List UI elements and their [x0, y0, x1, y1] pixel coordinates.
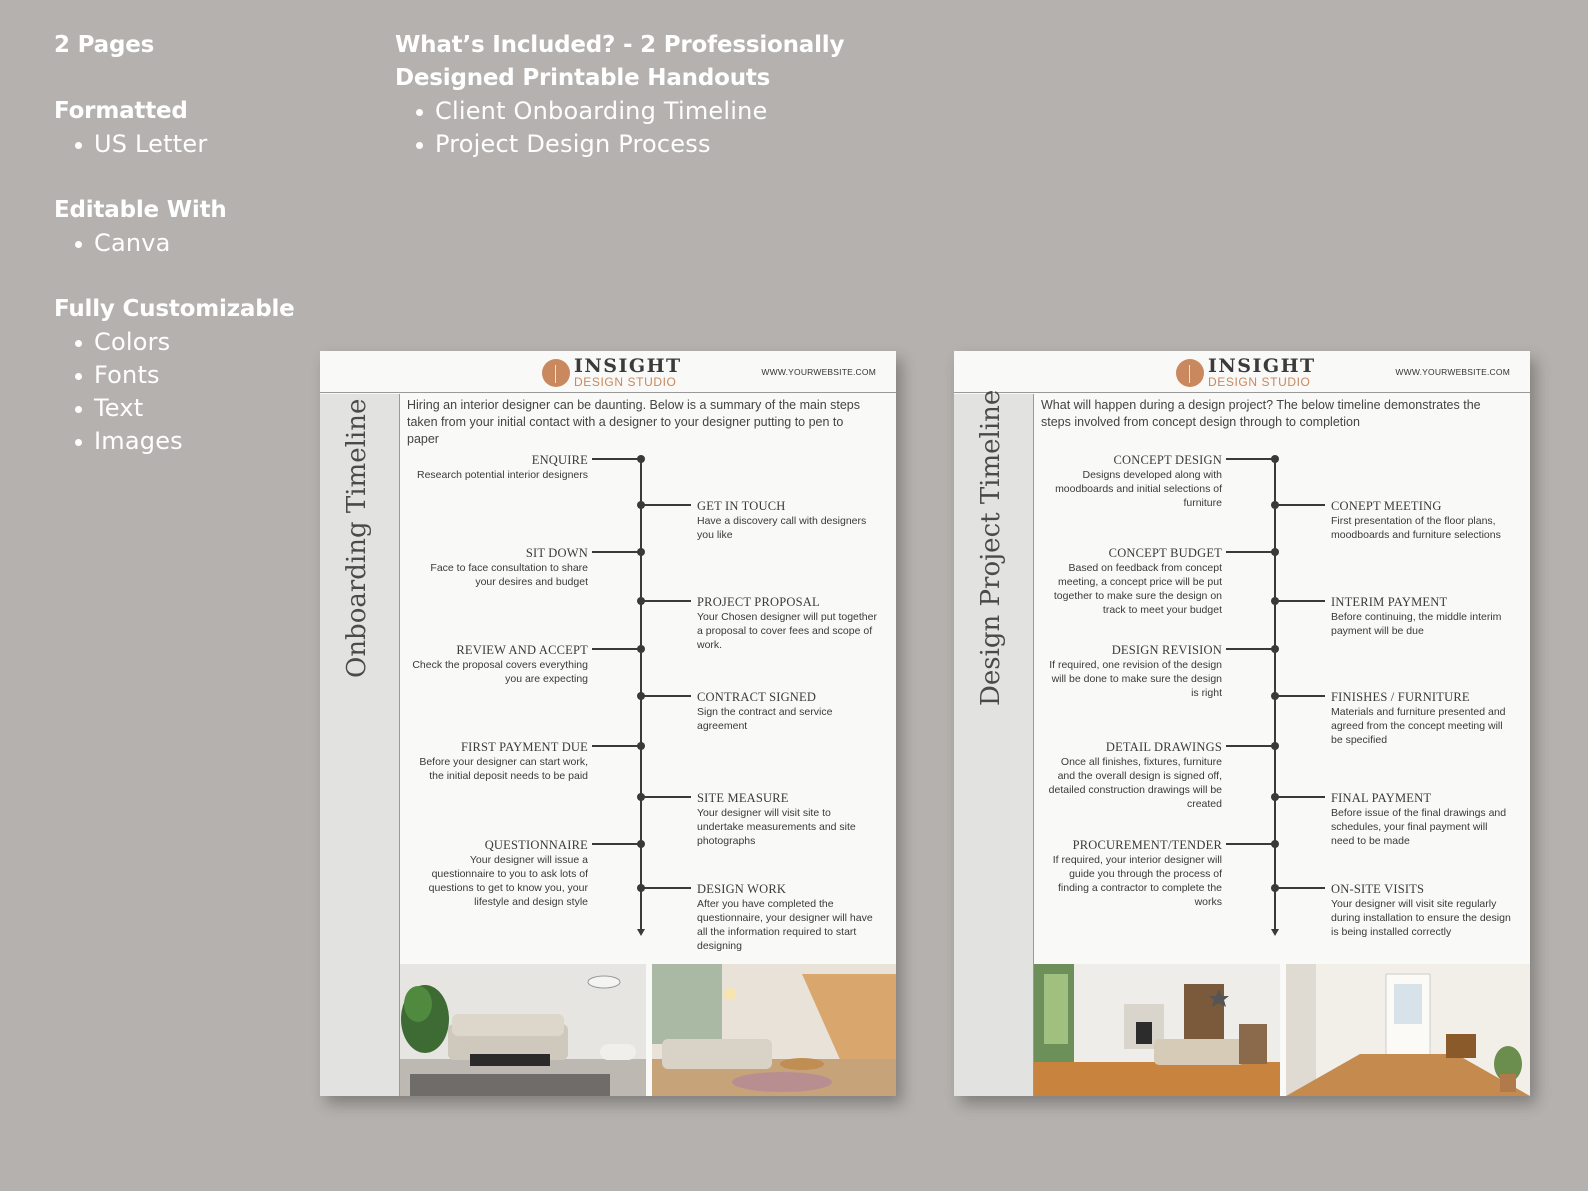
timeline-step — [1331, 790, 1511, 848]
step-description: Your designer will issue a questionnaire to you to ask lots of questions to get to know you, your lifestyle and design style — [428, 854, 588, 908]
included-list — [395, 95, 915, 161]
step-description: After you have completed the questionnaire, your designer will have all the information required to start designing — [697, 898, 873, 952]
step-description: Before continuing, the middle interim payment will be due — [1331, 611, 1502, 637]
intro-text: Hiring an interior designer can be daunting. Below is a summary of the main steps taken from your initial contact with a designer to your designer putting to pen to paper — [407, 398, 861, 446]
step-description: Before issue of the final drawings and schedules, your final payment will need to be made — [1331, 807, 1507, 847]
logo-mark-icon — [542, 359, 570, 387]
customizable-heading: Fully Customizable — [54, 296, 295, 322]
timeline-connector — [592, 458, 641, 460]
timeline-step — [697, 594, 877, 652]
timeline-connector — [1275, 504, 1325, 506]
timeline-step — [697, 689, 877, 733]
timeline-step — [408, 452, 588, 482]
step-title: PROCUREMENT/TENDER — [1072, 838, 1222, 852]
timeline-step — [408, 642, 588, 686]
timeline-connector — [1275, 887, 1325, 889]
timeline-step — [697, 790, 877, 848]
step-description: If required, one revision of the design will be done to make sure the design is right — [1049, 659, 1222, 699]
handout-onboarding — [320, 351, 896, 1096]
step-title: CONEPT MEETING — [1331, 499, 1442, 513]
step-title: ON-SITE VISITS — [1331, 882, 1425, 896]
timeline-step — [408, 739, 588, 783]
step-description: Based on feedback from concept meeting, a concept price will be put together to make sure the design on track to meet your budget — [1053, 562, 1222, 616]
side-title: Design Project Timeline — [976, 389, 1006, 706]
timeline-arrow-icon — [1271, 929, 1279, 936]
list-item: Colors — [54, 326, 354, 359]
step-description: Your designer will visit site regularly during installation to ensure the design is being installed correctly — [1331, 898, 1511, 938]
timeline-step — [408, 837, 588, 909]
step-title: SIT DOWN — [525, 546, 588, 560]
step-title: FINISHES / FURNITURE — [1331, 690, 1470, 704]
timeline-step — [1042, 545, 1222, 617]
included-heading-line2: Designed Printable Handouts — [395, 65, 771, 91]
timeline-connector — [1275, 600, 1325, 602]
timeline-connector — [1226, 458, 1275, 460]
timeline-step — [1331, 881, 1511, 939]
step-title: CONCEPT BUDGET — [1108, 546, 1222, 560]
step-description: Your Chosen designer will put together a proposal to cover fees and scope of work. — [697, 611, 877, 651]
formatted-heading: Formatted — [54, 98, 188, 124]
included-column — [395, 29, 915, 194]
side-band — [320, 394, 400, 1096]
timeline-connector — [641, 504, 691, 506]
step-title: FINAL PAYMENT — [1331, 791, 1432, 805]
step-title: ENQUIRE — [531, 453, 588, 467]
list-item: Project Design Process — [395, 128, 915, 161]
step-title: PROJECT PROPOSAL — [697, 595, 820, 609]
logo-mark-icon — [1176, 359, 1204, 387]
timeline-connector — [641, 695, 691, 697]
step-title: CONCEPT DESIGN — [1113, 453, 1222, 467]
timeline-connector — [1275, 796, 1325, 798]
list-item: Images — [54, 425, 354, 458]
side-title: Onboarding Timeline — [342, 398, 372, 678]
timeline-connector — [1275, 695, 1325, 697]
timeline-step — [1331, 689, 1511, 747]
step-description: First presentation of the floor plans, moodboards and furniture selections — [1331, 515, 1501, 541]
timeline-connector — [1226, 648, 1275, 650]
step-description: Have a discovery call with designers you like — [697, 515, 867, 541]
timeline-step — [1042, 739, 1222, 811]
timeline-step — [1331, 594, 1511, 638]
website-url: WWW.YOURWEBSITE.COM — [761, 367, 876, 377]
step-title: DESIGN REVISION — [1111, 643, 1222, 657]
logo-name: INSIGHT — [1208, 355, 1316, 377]
step-title: REVIEW AND ACCEPT — [456, 643, 588, 657]
step-description: Designs developed along with moodboards and initial selections of furniture — [1055, 469, 1222, 509]
timeline-connector — [1226, 551, 1275, 553]
side-band — [954, 389, 1034, 1096]
timeline-step — [408, 545, 588, 589]
step-title: SITE MEASURE — [697, 791, 789, 805]
fireplace-living-photo — [1034, 964, 1280, 1096]
step-description: Check the proposal covers everything you are expecting — [412, 659, 588, 685]
formatted-list — [54, 128, 354, 161]
list-item: Fonts — [54, 359, 354, 392]
step-title: DETAIL DRAWINGS — [1105, 740, 1222, 754]
timeline-connector — [641, 796, 691, 798]
timeline-connector — [641, 600, 691, 602]
step-description: Materials and furniture presented and agreed from the concept meeting will be specified — [1331, 706, 1506, 746]
step-title: FIRST PAYMENT DUE — [460, 740, 588, 754]
timeline-step — [1042, 452, 1222, 510]
timeline-connector — [1226, 843, 1275, 845]
website-url: WWW.YOURWEBSITE.COM — [1395, 367, 1510, 377]
handout-design-project — [954, 351, 1530, 1096]
timeline-connector — [592, 648, 641, 650]
step-description: Your designer will visit site to undertake measurements and site photographs — [697, 807, 856, 847]
step-description: Face to face consultation to share your desires and budget — [430, 562, 588, 588]
specs-column — [54, 29, 354, 491]
timeline-connector — [592, 551, 641, 553]
logo-subtitle: DESIGN STUDIO — [574, 375, 677, 389]
step-description: Before your designer can start work, the initial deposit needs to be paid — [419, 756, 588, 782]
timeline-arrow-icon — [637, 929, 645, 936]
editable-list — [54, 227, 354, 260]
staircase-lounge-photo — [652, 964, 896, 1096]
timeline-step — [697, 881, 877, 953]
logo-name: INSIGHT — [574, 355, 682, 377]
handout-header — [320, 351, 896, 393]
step-description: Once all finishes, fixtures, furniture and the overall design is signed off, detailed construction drawings will be created — [1048, 756, 1222, 810]
timeline-connector — [641, 887, 691, 889]
timeline-step — [697, 498, 877, 542]
intro-text: What will happen during a design project? The below timeline demonstrates the steps involved from concept design through to completion — [1041, 398, 1481, 429]
handout-header — [954, 351, 1530, 393]
timeline-connector — [1226, 745, 1275, 747]
step-description: Research potential interior designers — [416, 469, 588, 481]
timeline-connector — [592, 745, 641, 747]
timeline-step — [1331, 498, 1511, 542]
timeline-step — [1042, 642, 1222, 700]
pages-count: 2 Pages — [54, 32, 155, 58]
list-item: Canva — [54, 227, 354, 260]
list-item: Text — [54, 392, 354, 425]
customizable-list — [54, 326, 354, 458]
step-description: Sign the contract and service agreement — [697, 706, 833, 732]
timeline-step — [1042, 837, 1222, 909]
step-description: If required, your interior designer will guide you through the process of finding a contractor to complete the works — [1052, 854, 1222, 908]
list-item: Client Onboarding Timeline — [395, 95, 915, 128]
included-heading-line1: What’s Included? - 2 Professionally — [395, 32, 845, 58]
step-title: CONTRACT SIGNED — [697, 690, 817, 704]
living-room-photo — [400, 964, 646, 1096]
list-item: US Letter — [54, 128, 354, 161]
step-title: DESIGN WORK — [697, 882, 787, 896]
timeline-connector — [592, 843, 641, 845]
step-title: INTERIM PAYMENT — [1331, 595, 1448, 609]
step-title: GET IN TOUCH — [697, 499, 786, 513]
logo-subtitle: DESIGN STUDIO — [1208, 375, 1311, 389]
step-title: QUESTIONNAIRE — [484, 838, 588, 852]
hallway-photo — [1286, 964, 1530, 1096]
editable-heading: Editable With — [54, 197, 227, 223]
